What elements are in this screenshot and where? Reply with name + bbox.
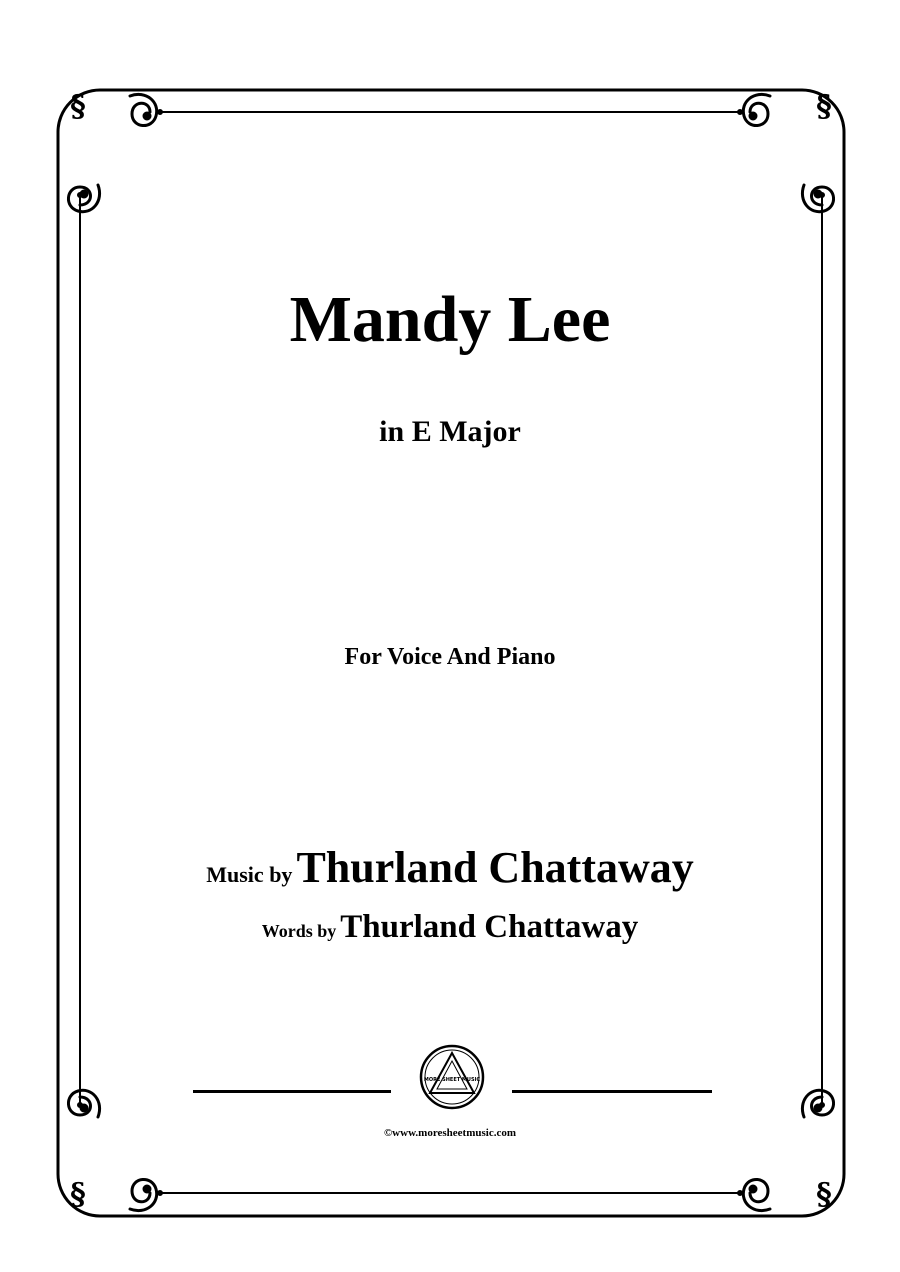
key-signature: in E Major bbox=[379, 415, 521, 448]
music-label: Music by bbox=[206, 862, 293, 887]
music-credit bbox=[0, 840, 900, 906]
corner-mark-bottom-left-icon: § bbox=[70, 1177, 86, 1212]
copyright-notice: ©www.moresheetmusic.com bbox=[383, 1127, 517, 1139]
triangle-seal-icon bbox=[418, 1043, 486, 1111]
instrumentation: For Voice And Piano bbox=[344, 644, 556, 670]
song-title: Mandy Lee bbox=[289, 283, 611, 356]
corner-mark-top-left-icon: § bbox=[70, 89, 86, 124]
words-credit bbox=[0, 906, 900, 954]
footer-rule-right bbox=[512, 1090, 712, 1093]
corner-mark-top-right-icon: § bbox=[816, 89, 832, 124]
words-label: Words by bbox=[261, 921, 337, 941]
footer-rule-left bbox=[193, 1090, 391, 1093]
corner-mark-bottom-right-icon: § bbox=[816, 1177, 832, 1212]
composer-name: Thurland Chattaway bbox=[296, 843, 694, 892]
lyricist-name: Thurland Chattaway bbox=[340, 909, 639, 945]
seal-label: MORE SHEET MUSIC bbox=[423, 1077, 481, 1083]
